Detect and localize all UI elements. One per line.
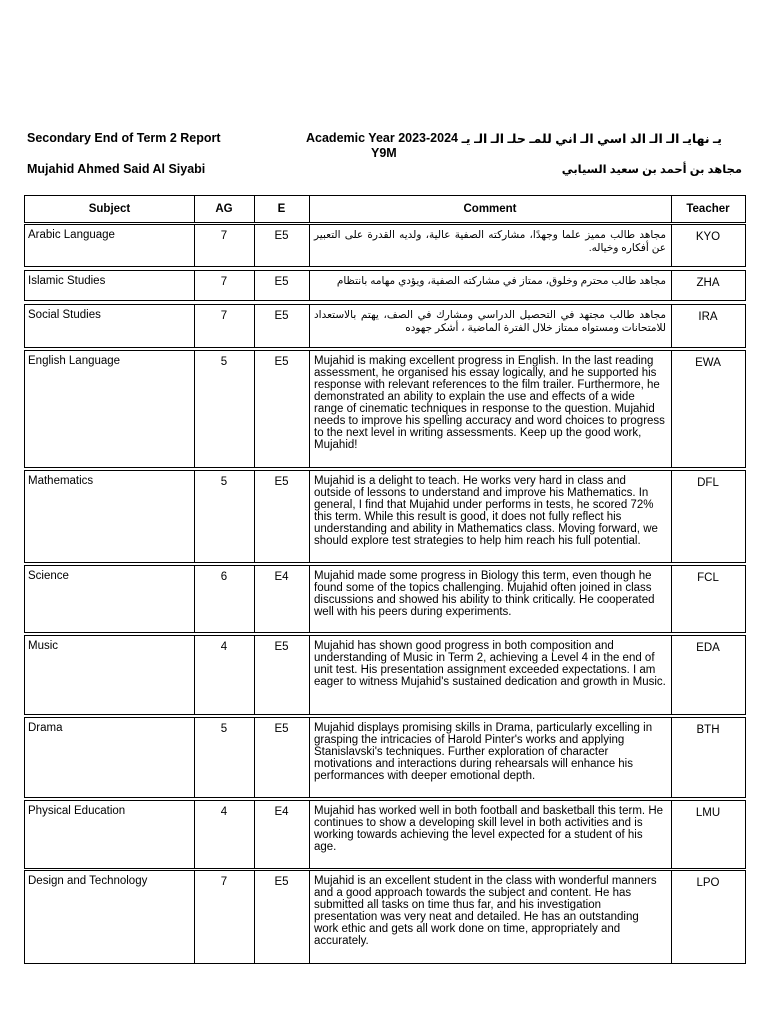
ag-cell: 5 — [220, 356, 228, 368]
arabic-report-title: يـ نهايـ الـ الـ الد اسي الـ اني للمـ حلـ الـ الـ يـ — [461, 132, 722, 146]
subject-cell: Science — [28, 570, 69, 582]
table-row — [24, 224, 746, 267]
ag-cell: 7 — [220, 310, 228, 322]
comment-cell: Mujahid displays promising skills in Drama, particularly excelling in grasping the intricacies of Harold Pinter's works and applying Stanislavski's techniques. Further exploration of character motivations and interactions during rehearsals will enhance his performances with deeper emotional depth. — [314, 722, 653, 782]
subject-cell: Design and Technology — [28, 875, 148, 887]
table-header-row — [24, 195, 746, 223]
student-name: Mujahid Ahmed Said Al Siyabi — [27, 162, 206, 176]
e-cell: E5 — [274, 641, 289, 653]
e-cell: E5 — [274, 476, 289, 488]
ag-cell: 5 — [220, 476, 228, 488]
e-cell: E5 — [274, 230, 289, 242]
teacher-cell: FCL — [697, 572, 719, 584]
table-row — [24, 350, 746, 468]
comment-cell: Mujahid has shown good progress in both composition and understanding of Music in Term 2, achieving a Level 4 in the end of unit test. His presentation assignment exceeded expectations. I am eager to witness Mujahid's sustained dedication and growth in Music. — [314, 640, 666, 688]
table-row — [24, 565, 746, 633]
comment-cell: Mujahid is a delight to teach. He works very hard in class and outside of lessons to understand and improve his Mathematics. In general, I find that Mujahid under performs in tests, he scored 72% this term. While this result is good, it does not fully reflect his understanding and ability in Mathematics class. Moving forward, we should explore test strategies to help him reach his full potential. — [314, 475, 658, 547]
subject-cell: Drama — [28, 722, 63, 734]
report-title: Secondary End of Term 2 Report — [27, 131, 221, 145]
teacher-cell: DFL — [697, 477, 719, 489]
column-header-e: E — [277, 203, 286, 215]
ag-cell: 7 — [220, 276, 228, 288]
teacher-cell: EDA — [696, 642, 720, 654]
class-code: Y9M — [371, 146, 397, 160]
comment-cell: مجاهد طالب مميز علما وجهدًا، مشاركته الصفية عالية، ولديه القدرة على التعبير عن أفكاره وخياله. — [314, 229, 666, 254]
ag-cell: 5 — [220, 723, 228, 735]
ag-cell: 7 — [220, 876, 228, 888]
subject-cell: Islamic Studies — [28, 275, 106, 287]
ag-cell: 6 — [220, 571, 228, 583]
subject-cell: Music — [28, 640, 59, 652]
table-row — [24, 870, 746, 964]
ag-cell: 4 — [220, 806, 228, 818]
comment-cell: مجاهد طالب مجتهد في التحصيل الدراسي ومشارك في الصف، يهتم بالاستعداد للامتحانات ومستواه ممتاز خلال الفترة الماضية ، أشكر جهوده — [314, 309, 666, 334]
subject-cell: English Language — [28, 355, 121, 367]
e-cell: E5 — [274, 356, 289, 368]
comment-cell: Mujahid is an excellent student in the class with wonderful manners and a good approach towards the subject and content. He has submitted all tasks on time thus far, and his investigation presentation was very neat and detailed. He has an outstanding work ethic and gets all work done on time, appropriately and accurately. — [314, 875, 657, 947]
academic-year: Academic Year 2023-2024 — [306, 131, 458, 145]
table-row — [24, 470, 746, 563]
e-cell: E5 — [274, 276, 289, 288]
ag-cell: 7 — [220, 230, 228, 242]
teacher-cell: LMU — [695, 807, 721, 819]
e-cell: E5 — [274, 876, 289, 888]
teacher-cell: LPO — [696, 877, 720, 889]
teacher-cell: ZHA — [696, 277, 720, 289]
comment-cell: مجاهد طالب محترم وخلوق، ممتاز في مشاركته الصفية، ويؤدي مهامه بانتظام — [336, 275, 666, 287]
table-row — [24, 717, 746, 798]
teacher-cell: EWA — [695, 357, 721, 369]
column-header-ag: AG — [215, 203, 233, 215]
table-row — [24, 304, 746, 348]
table-row — [24, 270, 746, 301]
table-row — [24, 635, 746, 715]
table-row — [24, 800, 746, 869]
teacher-cell: IRA — [698, 311, 718, 323]
ag-cell: 4 — [220, 641, 228, 653]
subject-cell: Mathematics — [28, 475, 94, 487]
e-cell: E5 — [274, 310, 289, 322]
subject-cell: Social Studies — [28, 309, 101, 321]
e-cell: E4 — [274, 806, 289, 818]
comment-cell: Mujahid has worked well in both football and basketball this term. He continues to show a developing skill level in both activities and is working towards achieving the level expected for a student of his age. — [314, 805, 664, 853]
teacher-cell: KYO — [695, 231, 721, 243]
comment-cell: Mujahid is making excellent progress in English. In the last reading assessment, he organised his essay logically, and he supported his response with relevant references to the film trailer. Furthermore, he demonstrated an ability to explain the use and effects of a wide range of cinematic techniques in response to the question. Mujahid needs to improve his spelling accuracy and word choices to progress to the next level in writing assessments. Keep up the good work, Mujahid! — [314, 355, 665, 451]
e-cell: E4 — [274, 571, 289, 583]
student-name-arabic: مجاهد بن أحمد بن سعيد السيابي — [561, 164, 742, 176]
teacher-cell: BTH — [696, 724, 720, 736]
subject-cell: Arabic Language — [28, 229, 115, 241]
column-header-subject: Subject — [88, 203, 131, 215]
column-header-comment: Comment — [463, 203, 517, 215]
comment-cell: Mujahid made some progress in Biology this term, even though he found some of the topics challenging. Mujahid often joined in class discussions and showed his ability to think critically. He cooperated well with his peers during experiments. — [314, 570, 655, 618]
column-header-teacher: Teacher — [686, 203, 730, 215]
subject-cell: Physical Education — [28, 805, 126, 817]
e-cell: E5 — [274, 723, 289, 735]
